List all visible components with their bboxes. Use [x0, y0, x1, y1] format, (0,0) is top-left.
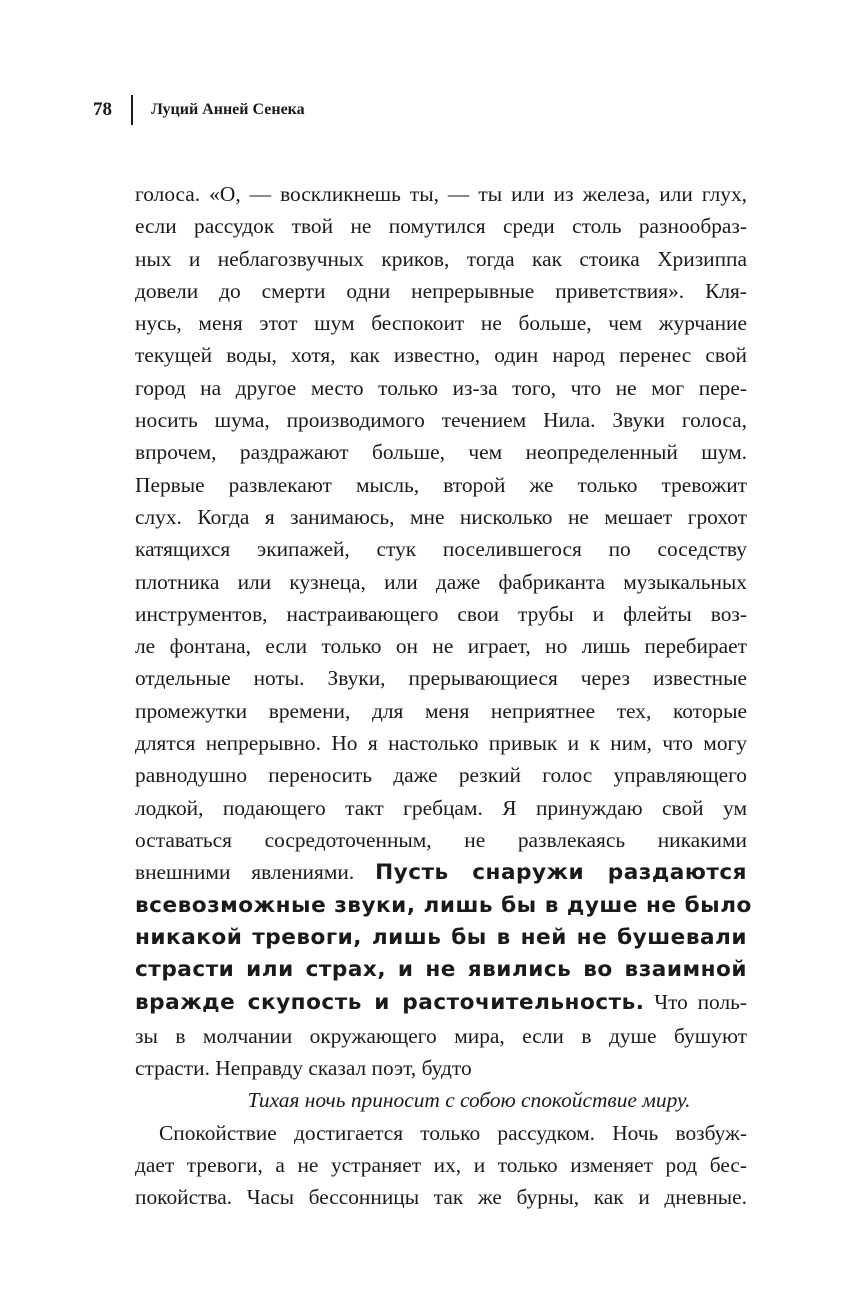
bold-text-line: никакой тревоги, лишь бы в ней не бушевали	[135, 924, 747, 950]
text-line: страсти. Неправду сказал поэт, будто	[135, 1056, 472, 1081]
text-line: голоса. «О, — воскликнешь ты, — ты или из железа, или глух,	[135, 182, 747, 206]
running-header	[93, 95, 305, 125]
text-line: длятся непрерывно. Но я настолько привык и к ним, что могу	[135, 731, 747, 756]
running-title: Луций Анней Сенека	[151, 101, 305, 118]
text-line: нусь, меня этот шум беспокоит не больше, чем журчание	[135, 311, 747, 336]
text-line: если рассудок твой не помутился среди столь разнообраз-	[135, 214, 747, 239]
mixed-text-line	[135, 986, 747, 1019]
text-line: промежутки времени, для меня неприятнее тех, которые	[135, 698, 747, 723]
text-line: Спокойствие достигается только рассудком. Ночь возбуж-	[159, 1120, 747, 1145]
text-line: носить шума, производимого течением Нила. Звуки голоса,	[135, 408, 747, 433]
bold-text-line: страсти или страх, и не явились во взаимной	[135, 957, 747, 983]
text-line: плотника или кузнеца, или даже фабриканта музыкальных	[135, 569, 747, 594]
text-line: слух. Когда я занимаюсь, мне нисколько не мешает грохот	[135, 504, 747, 529]
text-line: город на другое место только из-за того, что не мог пере-	[135, 375, 747, 400]
text-line: отдельные ноты. Звуки, прерывающиеся через известные	[135, 666, 747, 691]
bold-text: Пусть снаружи раздаются	[375, 860, 747, 886]
text-line: текущей воды, хотя, как известно, один народ перенес свой	[135, 343, 747, 368]
text-line: Первые развлекают мысль, второй же только тревожит	[135, 472, 747, 497]
bold-text: вражде скупость и расточительность.	[135, 990, 645, 1016]
text-line: дает тревоги, а не устраняет их, и только изменяет род бес-	[135, 1152, 747, 1177]
text-line: зы в молчании окружающего мира, если в душе бушуют	[135, 1023, 747, 1048]
verse-quote: Тихая ночь приносит с собою спокойствие миру.	[247, 1088, 691, 1113]
mixed-text-line	[135, 856, 747, 889]
regular-text: внешними явлениями.	[135, 860, 376, 885]
header-divider	[131, 95, 133, 125]
text-line: ле фонтана, если только он не играет, но лишь перебирает	[135, 634, 747, 659]
text-line: катящихся экипажей, стук поселившегося по соседству	[135, 537, 747, 562]
text-line: лодкой, подающего такт гребцам. Я принуждаю свой ум	[135, 795, 747, 820]
page-number: 78	[93, 99, 112, 120]
body-text	[135, 178, 752, 1214]
text-line: ных и неблагозвучных криков, тогда как стоика Хризиппа	[135, 246, 747, 271]
text-line: довели до смерти одни непрерывные приветствия». Кля-	[135, 278, 747, 303]
text-line: впрочем, раздражают больше, чем неопределенный шум.	[135, 440, 747, 465]
text-line: оставаться сосредоточенным, не развлекаясь никакими	[135, 827, 747, 852]
text-line: равнодушно переносить даже резкий голос управляющего	[135, 763, 747, 788]
text-line: инструментов, настраивающего свои трубы и флейты воз-	[135, 601, 747, 626]
bold-text-line: всевозможные звуки, лишь бы в душе не было	[135, 892, 752, 918]
text-line: покойства. Часы бессонницы так же бурны, как и дневные.	[135, 1185, 747, 1210]
regular-text: Что поль-	[644, 990, 747, 1015]
